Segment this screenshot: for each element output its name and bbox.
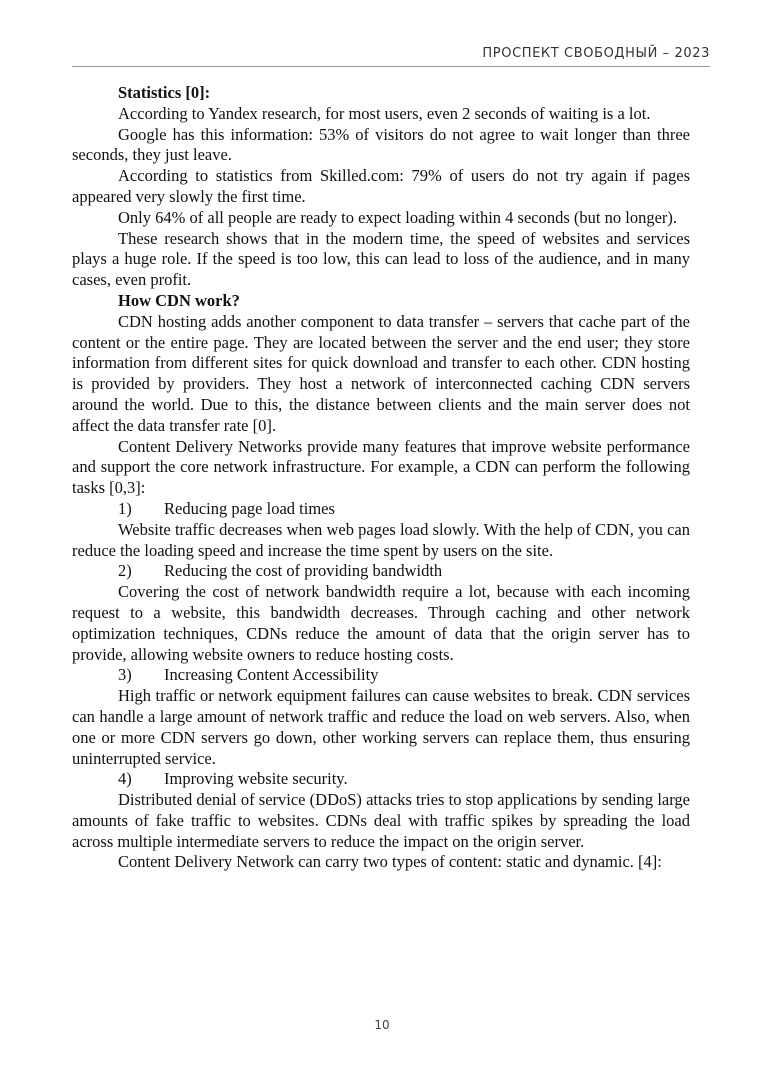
list-title: Increasing Content Accessibility bbox=[164, 665, 379, 685]
paragraph: These research shows that in the modern time, the speed of websites and services plays a huge role. If the speed is too low, this can lead to loss of the audience, and in many cases, even profit. bbox=[72, 228, 690, 290]
page-number: 10 bbox=[374, 1018, 390, 1032]
paragraph: Distributed denial of service (DDoS) attacks tries to stop applications by sending large amounts of fake traffic to websites. CDNs deal with traffic spikes by spreading the load across multiple intermediate servers to reduce the impact on the origin server. bbox=[72, 790, 690, 851]
list-title: Reducing page load times bbox=[164, 498, 335, 518]
list-number: 1) bbox=[118, 498, 132, 518]
running-header: ПРОСПЕКТ СВОБОДНЫЙ – 2023 bbox=[482, 46, 710, 61]
list-item-title bbox=[72, 561, 690, 582]
list-item-title bbox=[72, 769, 690, 790]
paragraph: Content Delivery Networks provide many features that improve website performance and support the core network infrastructure. For example, a CDN can perform the following tasks [0,3]: bbox=[72, 436, 690, 498]
paragraph: Google has this information: 53% of visitors do not agree to wait longer than three seconds, they just leave. bbox=[72, 124, 690, 165]
list-title: Reducing the cost of providing bandwidth bbox=[164, 561, 443, 581]
paragraph: Content Delivery Network can carry two types of content: static and dynamic. [4]: bbox=[118, 852, 662, 872]
heading-statistics: Statistics [0]: bbox=[118, 83, 211, 102]
paragraph: Website traffic decreases when web pages load slowly. With the help of CDN, you can reduce the loading speed and increase the time spent by users on the site. bbox=[72, 519, 690, 560]
list-number: 4) bbox=[118, 769, 132, 789]
paragraph: High traffic or network equipment failures can cause websites to break. CDN services can handle a large amount of network traffic and reduce the load on web servers. Also, when one or more CDN servers go down, other working servers can replace them, thus ensuring uninterrupted service. bbox=[72, 686, 690, 768]
paragraph: CDN hosting adds another component to data transfer – servers that cache part of the content or the entire page. They are located between the server and the end user; they store information from different sites for quick download and transfer to each other. CDN hosting is provided by providers. They host a network of interconnected caching CDN servers around the world. Due to this, the distance between clients and the main server does not affect the data transfer rate [0]. bbox=[72, 311, 690, 435]
header-rule bbox=[72, 66, 710, 67]
main-text bbox=[72, 83, 690, 873]
list-number: 2) bbox=[118, 561, 132, 581]
heading-how-cdn-work: How CDN work? bbox=[118, 290, 240, 310]
list-number: 3) bbox=[118, 665, 132, 685]
list-title: Improving website security. bbox=[164, 769, 348, 789]
paragraph: According to statistics from Skilled.com: 79% of users do not try again if pages appeared very slowly the first time. bbox=[72, 166, 690, 206]
paragraph: According to Yandex research, for most users, even 2 seconds of waiting is a lot. bbox=[118, 103, 651, 123]
paragraph: Covering the cost of network bandwidth require a lot, because with each incoming request to a website, this bandwidth decreases. Through caching and other network optimization techniques, CDNs reduce the amount of data that the origin server has to provide, allowing website owners to reduce hosting costs. bbox=[72, 582, 690, 664]
paragraph: Only 64% of all people are ready to expect loading within 4 seconds (but no longer). bbox=[118, 207, 678, 227]
list-item-title bbox=[72, 665, 690, 686]
list-item-title bbox=[72, 499, 690, 520]
